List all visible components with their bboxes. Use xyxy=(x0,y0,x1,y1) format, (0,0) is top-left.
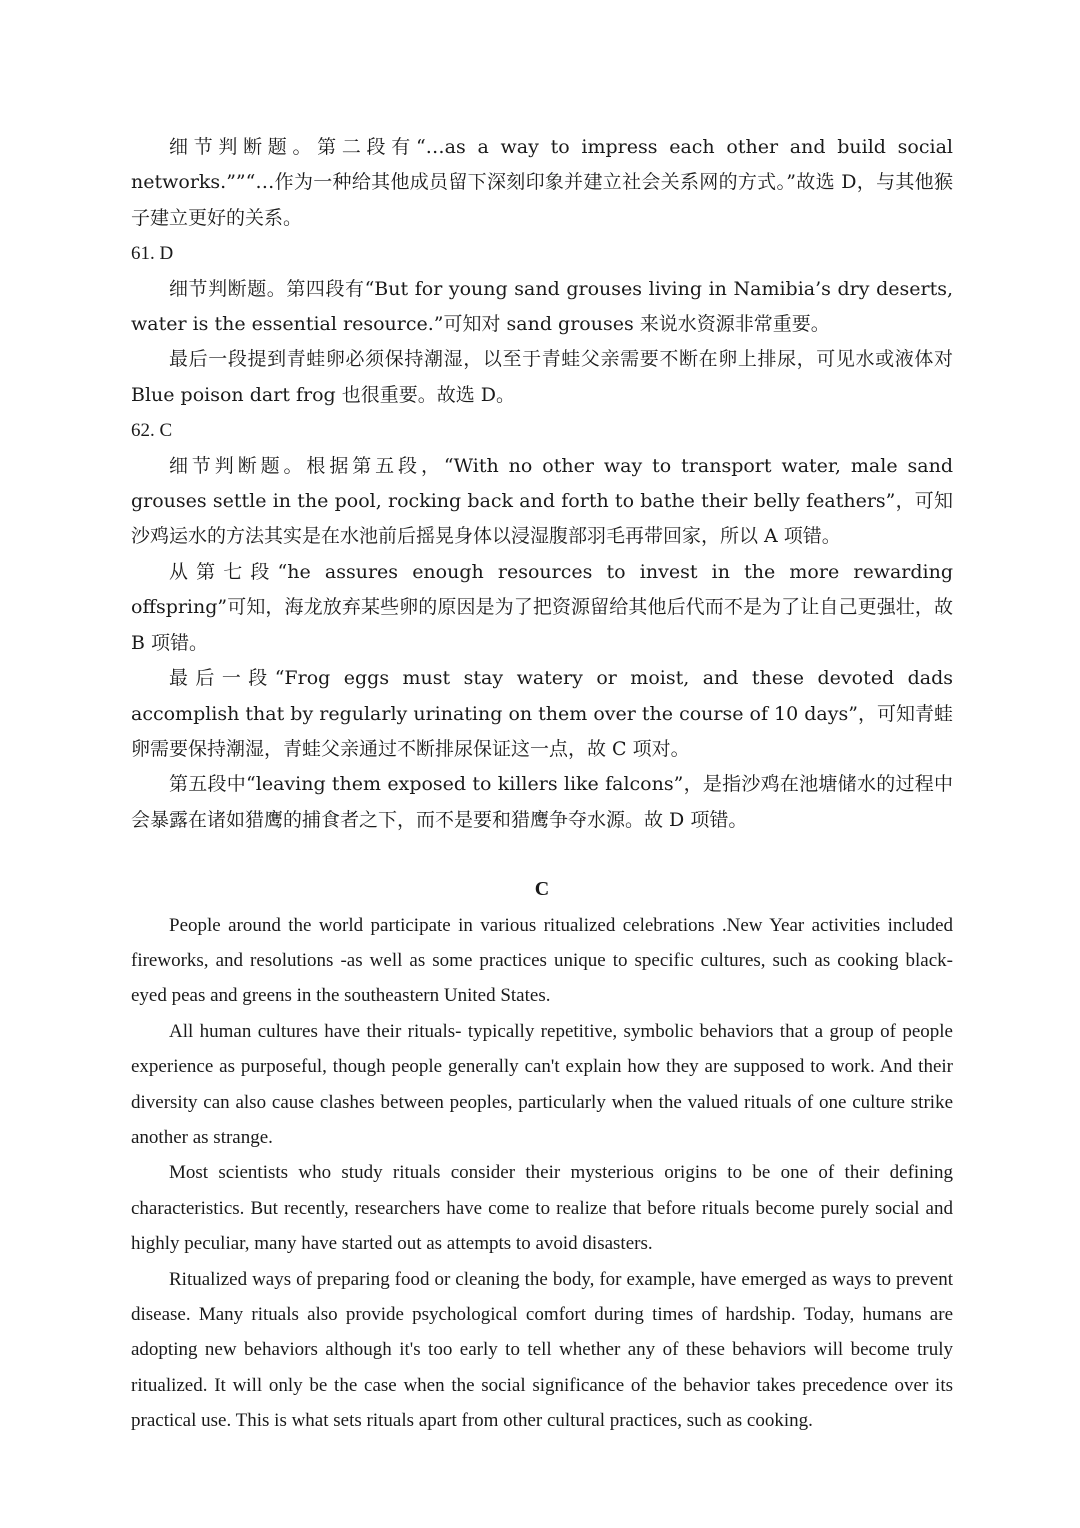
answer-intro-paragraph: 细节判断题。第二段有“…as a way to impress each other and build social networks.””“…作为一种给其他成员留下深刻印象并建立社会关系网的方式。”故选 D，与其他猴子建立更好的关系。 xyxy=(131,136,953,229)
passage-paragraph: Most scientists who study rituals consider their mysterious origins to be one of their defining characteristics. But recently, researchers have come to realize that before rituals become purely social and highly peculiar, many have started out as attempts to avoid disasters. xyxy=(131,1162,953,1255)
answer-61-paragraph: 最后一段提到青蛙卵必须保持潮湿，以至于青蛙父亲需要不断在卵上排尿，可见水或液体对 Blue poison dart frog 也很重要。故选 D。 xyxy=(131,348,953,406)
passage-paragraph: People around the world participate in various ritualized celebrations .New Year activities included fireworks, and resolutions -as well as some practices unique to specific cultures, such as cooking black-eyed peas and greens in the southeastern United States. xyxy=(131,914,953,1007)
answer-62-paragraph: 从第七段“he assures enough resources to invest in the more rewarding offspring”可知，海龙放弃某些卵的原因是为了把资源留给其他后代而不是为了让自己更强壮，故 B 项错。 xyxy=(131,560,953,654)
answer-61-paragraph: 细节判断题。第四段有“But for young sand grouses living in Namibia’s dry deserts, water is the essential resource.”可知对 sand grouses 来说水资源非常重要。 xyxy=(131,277,953,336)
passage-paragraph: All human cultures have their rituals- typically repetitive, symbolic behaviors that a group of people experience as purposeful, though people generally can't explain how they are supposed to work. And their diversity can also cause clashes between peoples, particularly when the valued rituals of one culture strike another as strange. xyxy=(131,1020,953,1148)
reading-passage xyxy=(131,908,953,1439)
answer-number-61: 61. D xyxy=(131,243,174,265)
answer-62-paragraph: 最后一段“Frog eggs must stay watery or moist, and these devoted dads accomplish that by regularly urinating on them over the course of 10 days”，可知青蛙卵需要保持潮湿，青蛙父亲通过不断排尿保证这一点，故 C 项对。 xyxy=(131,667,953,760)
answer-62-paragraph: 细节判断题。根据第五段，“With no other way to transport water, male sand grouses settle in the pool, rocking back and forth to bathe their belly feathers”，可知沙鸡运水的方法其实是在水池前后摇晃身体以浸湿腹部羽毛再带回家，所以 A 项错。 xyxy=(131,454,953,548)
passage-paragraph: Ritualized ways of preparing food or cleaning the body, for example, have emerged as ways to prevent disease. Many rituals also provide psychological comfort during times of hardship. Today, humans are adopting new behaviors although it's too early to tell whether any of these behaviors will become truly ritualized. It will only be the case when the social significance of the behavior takes precedence over its practical use. This is what sets rituals apart from other cultural practices, such as cooking. xyxy=(131,1268,953,1432)
answer-number-62: 62. C xyxy=(131,420,173,442)
passage-section-title: C xyxy=(534,878,550,901)
document-page xyxy=(131,130,953,1439)
answer-62-paragraph: 第五段中“leaving them exposed to killers like falcons”，是指沙鸡在池塘储水的过程中会暴露在诸如猎鹰的捕食者之下，而不是要和猎鹰争夺水源。故 D 项错。 xyxy=(131,773,953,831)
